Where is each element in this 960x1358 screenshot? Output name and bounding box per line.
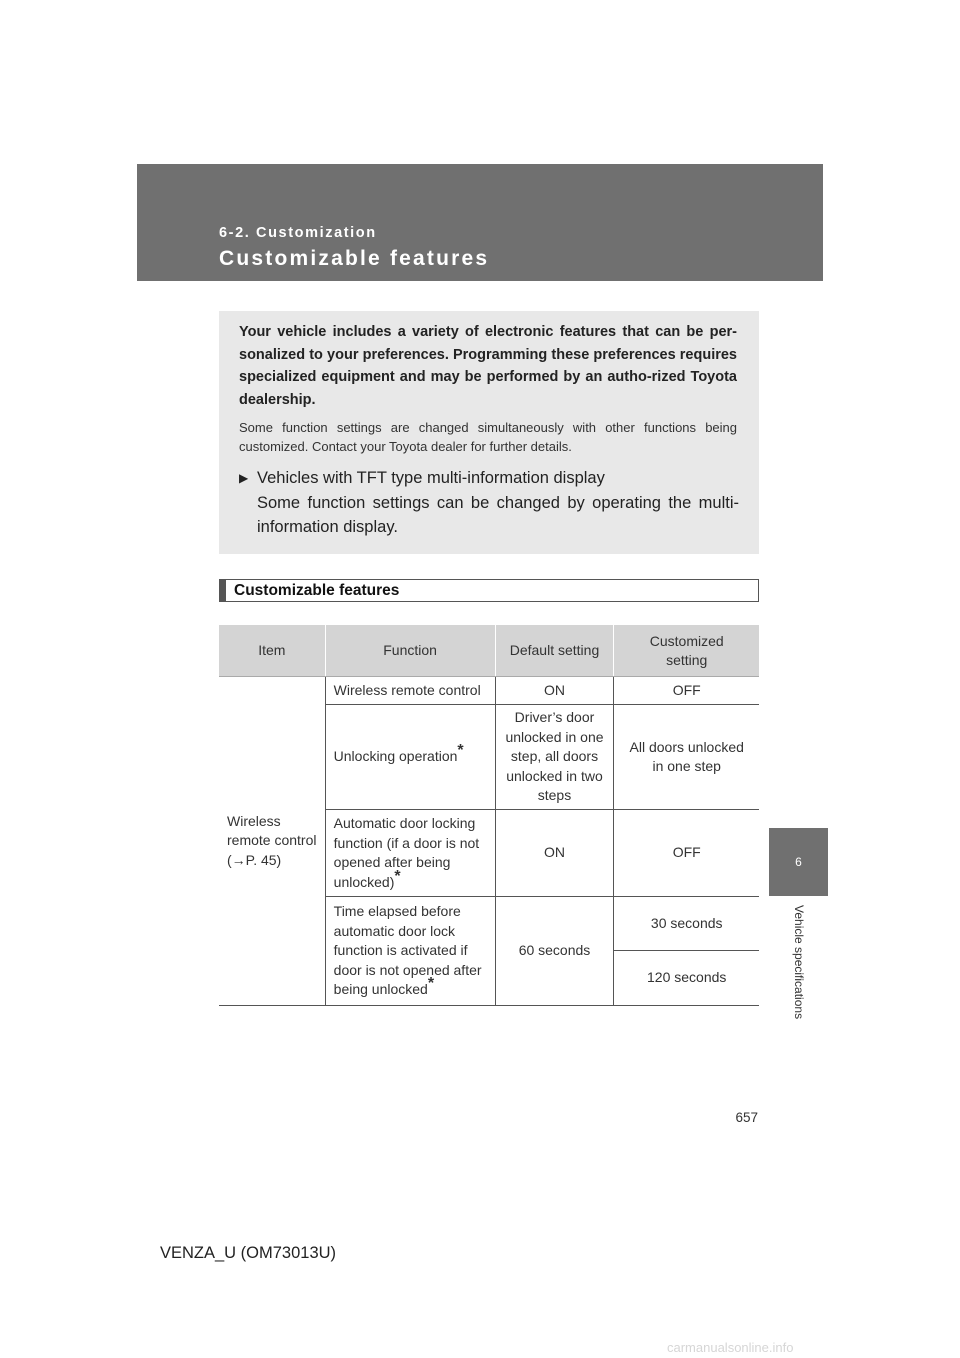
default-cell: 60 seconds [495,897,614,1006]
triangle-right-icon: ▶ [239,471,249,485]
column-header-item: Item [219,625,325,677]
table-heading-text: Customizable features [234,582,400,599]
column-header-function: Function [325,625,495,677]
header-band [137,164,823,281]
customized-cell: OFF [614,677,759,705]
function-cell [325,897,495,1006]
page-number: 657 [735,1110,758,1125]
item-text: Wireless remote control (→P. 45) [227,812,317,868]
bullet-description: Some function settings can be changed by operating the multi-information display. [257,494,739,536]
column-header-default: Default setting [495,625,614,677]
footnote-mark: * [457,742,464,760]
bullet-title: Vehicles with TFT type multi-information display [257,469,605,487]
intro-bullet [239,466,739,490]
item-cell [219,677,325,1006]
table-heading-bar [220,580,226,601]
intro-bold-text: Your vehicle includes a variety of electronic features that can be per-sonalized to your preferences. Programming these preferences requires specialized equipment and may be performed by an autho-rized Toyota dealership. [239,324,737,408]
footnote-mark: * [427,975,435,993]
intro-box [219,311,759,554]
chapter-label: Vehicle specifications [792,905,806,1020]
function-cell [325,810,495,897]
intro-note-text: Some function settings are changed simultaneously with other functions being customized. Contact your Toyota dealer for further details. [239,420,737,454]
page-title: Customizable features [219,247,490,270]
table-header-row [219,625,759,677]
footnote-mark: * [394,867,401,885]
customized-cell: OFF [614,810,759,897]
table-heading [219,579,759,602]
customized-cell: 120 seconds [614,951,759,1006]
document-id: VENZA_U (OM73013U) [160,1244,337,1262]
function-text: Unlocking operation [333,748,458,765]
function-text: Automatic door locking function (if a door is not opened after being unlocked) [333,815,480,890]
watermark: carmanualsonline.info [667,1340,794,1355]
features-table [219,625,759,1006]
default-cell: ON [495,810,614,897]
customized-cell: 30 seconds [614,897,759,951]
function-cell [325,705,495,810]
column-header-customized: Customized setting [614,625,759,677]
function-cell: Wireless remote control [325,677,495,705]
chapter-number: 6 [795,855,802,869]
customized-cell: All doors unlocked in one step [614,705,759,810]
table-row [219,677,759,705]
section-label: 6-2. Customization [219,225,377,241]
default-cell: Driver’s door unlocked in one step, all doors unlocked in two steps [495,705,614,810]
function-text: Time elapsed before automatic door lock function is activated if door is not opened after being unlocked [333,903,482,998]
chapter-tab[interactable] [769,828,828,896]
default-cell: ON [495,677,614,705]
